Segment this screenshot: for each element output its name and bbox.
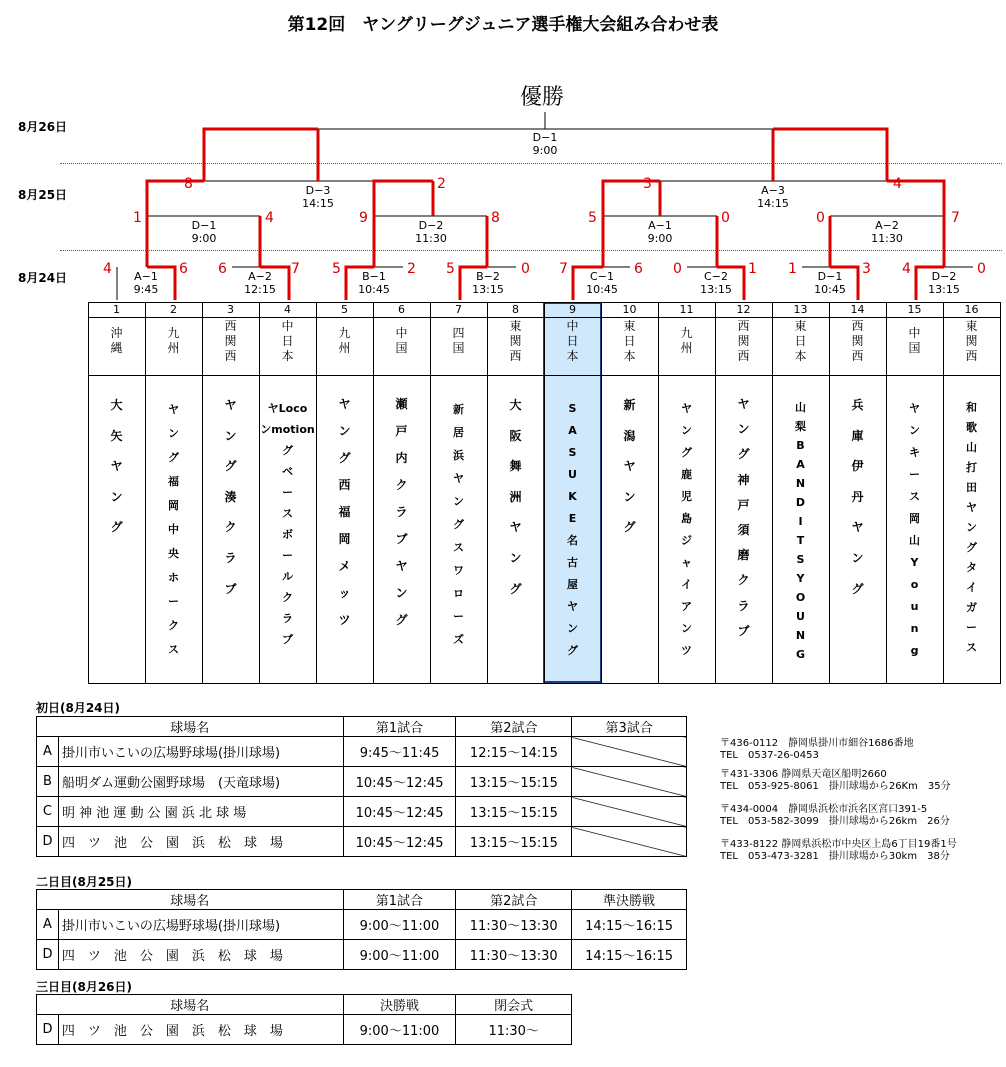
table-header-row [37, 717, 687, 737]
day1-table [36, 716, 687, 857]
team-number: 12 [736, 303, 751, 316]
address-line: 〒436-0112 静岡県掛川市細谷1686番地 [720, 738, 914, 749]
team-number: 6 [398, 303, 405, 316]
game-time: 9:00〜11:00 [343, 1015, 456, 1045]
team-name: ヤ ン グ 鹿 児 島 ジ ャ イ ア ン ツ [681, 402, 692, 657]
team-name: 新 潟 ヤ ン グ [623, 398, 636, 535]
score: 5 [446, 261, 455, 277]
venue-code: C [37, 797, 59, 827]
score: 1 [133, 210, 142, 226]
date-semis: 8月25日 [18, 188, 68, 202]
address-c [720, 804, 950, 828]
match-time: 10:45 [586, 283, 618, 296]
venue-code: B [37, 767, 59, 797]
venue-name: 四 ツ 池 公 園 浜 松 球 場 [58, 1015, 343, 1045]
game-time: 12:15〜14:15 [456, 737, 572, 767]
quarter-match-3 [630, 219, 690, 245]
team-region: 九 州 [680, 326, 693, 355]
col-header: 第3試合 [572, 717, 687, 737]
score: 6 [179, 261, 188, 277]
col-header: 準決勝戦 [572, 890, 687, 910]
team-region: 東 日 本 [623, 319, 636, 363]
score: 2 [437, 176, 446, 192]
score: 7 [291, 261, 300, 277]
match-time: 9:00 [191, 232, 217, 245]
match-time: 10:45 [358, 283, 390, 296]
address-tel: TEL 053-473-3281 掛川球場から30km 38分 [720, 851, 950, 862]
venue-code: D [37, 827, 59, 857]
team-columns [88, 302, 1001, 684]
score: 0 [673, 261, 682, 277]
quarter-match-1 [174, 219, 234, 245]
empty-cell [572, 767, 687, 797]
team-number: 7 [455, 303, 462, 316]
table-row [37, 940, 687, 970]
team-region: 中 国 [908, 326, 921, 355]
match-time: 13:15 [700, 283, 732, 296]
team-name: 大 矢 ヤ ン グ [110, 398, 123, 535]
final-match [515, 131, 575, 157]
quarter-match-4 [857, 219, 917, 245]
game-time: 13:15〜15:15 [456, 797, 572, 827]
score: 4 [265, 210, 274, 226]
bracket-lines [0, 0, 1006, 310]
team-name: S A S U K E 名 古 屋 ヤ ン グ [567, 402, 578, 657]
r1-match-7 [800, 270, 860, 296]
match-time: 11:30 [415, 232, 447, 245]
game-time: 14:15〜16:15 [572, 910, 687, 940]
game-time: 14:15〜16:15 [572, 940, 687, 970]
table-row [37, 737, 687, 767]
address-line: 〒431-3306 静岡県天竜区船明2660 [720, 769, 887, 780]
score: 3 [862, 261, 871, 277]
match-label: D−1 [817, 270, 843, 283]
score: 4 [902, 261, 911, 277]
r1-match-3 [344, 270, 404, 296]
team-number: 5 [341, 303, 348, 316]
match-time: 12:15 [244, 283, 276, 296]
team-region: 東 日 本 [794, 319, 807, 363]
team-name: ヤLoco ンmotion グ ベ ー ス ボ ー ル ク ラ ブ [260, 402, 315, 646]
game-time: 10:45〜12:45 [343, 797, 456, 827]
game-time: 9:00〜11:00 [343, 910, 456, 940]
match-time: 13:15 [472, 283, 504, 296]
venue-code: D [37, 1015, 59, 1045]
quarter-match-2 [401, 219, 461, 245]
address-tel: TEL 053-582-3099 掛川球場から26km 26分 [720, 816, 950, 827]
team-number: 8 [512, 303, 519, 316]
team-region: 九 州 [338, 326, 351, 355]
match-time: 13:15 [928, 283, 960, 296]
match-time: 9:45 [133, 283, 159, 296]
team-name: ヤ ン グ 西 福 岡 メ ッ ツ [338, 397, 351, 627]
venue-code: A [37, 737, 59, 767]
team-name: ヤ ン グ 神 戸 須 磨 ク ラ ブ [737, 397, 750, 638]
address-d [720, 839, 957, 863]
score: 6 [218, 261, 227, 277]
score: 5 [332, 261, 341, 277]
address-b [720, 769, 951, 793]
match-label: A−2 [875, 219, 899, 232]
match-label: D−1 [191, 219, 217, 232]
match-label: B−1 [362, 270, 386, 283]
match-label: A−1 [134, 270, 158, 283]
table-row [37, 910, 687, 940]
team-number: 11 [679, 303, 694, 316]
match-label: D−1 [532, 131, 558, 144]
col-header: 球場名 [37, 717, 344, 737]
address-tel: TEL 053-925-8061 掛川球場から26Km 35分 [720, 781, 951, 792]
team-name: 瀬 戸 内 ク ラ ブ ヤ ン グ [395, 397, 408, 627]
day3-table [36, 994, 572, 1045]
game-time: 13:15〜15:15 [456, 767, 572, 797]
match-label: C−2 [704, 270, 728, 283]
team-number: 10 [622, 303, 637, 316]
match-time: 10:45 [814, 283, 846, 296]
match-time: 11:30 [871, 232, 903, 245]
team-number: 2 [170, 303, 177, 316]
r1-match-4 [458, 270, 518, 296]
game-time: 10:45〜12:45 [343, 827, 456, 857]
team-region: 西 関 西 [737, 319, 750, 363]
team-number: 16 [964, 303, 979, 316]
table-row [37, 1015, 572, 1045]
r1-match-2 [230, 270, 290, 296]
score: 2 [407, 261, 416, 277]
col-header: 第2試合 [456, 717, 572, 737]
team-region: 沖 縄 [110, 326, 123, 355]
team-name: 兵 庫 伊 丹 ヤ ン グ [851, 398, 864, 596]
match-time: 9:00 [532, 144, 558, 157]
team-region: 中 日 本 [281, 319, 294, 363]
venue-name: 四 ツ 池 公 園 浜 松 球 場 [58, 940, 343, 970]
match-label: D−3 [305, 184, 331, 197]
team-number: 1 [113, 303, 120, 316]
r1-match-8 [914, 270, 974, 296]
table-row [37, 797, 687, 827]
team-region: 九 州 [167, 326, 180, 355]
venue-name: 掛川市いこいの広場野球場(掛川球場) [58, 737, 343, 767]
team-region: 東 関 西 [965, 319, 978, 363]
score: 5 [588, 210, 597, 226]
table-row [37, 827, 687, 857]
date-first-round: 8月24日 [18, 271, 68, 285]
match-label: C−1 [590, 270, 614, 283]
score: 1 [748, 261, 757, 277]
team-number: 9 [569, 303, 576, 316]
team-region: 中 日 本 [566, 319, 579, 363]
team-number: 15 [907, 303, 922, 316]
team-region: 東 関 西 [509, 319, 522, 363]
venue-code: D [37, 940, 59, 970]
semi-match-2 [743, 184, 803, 210]
table-row [37, 767, 687, 797]
page-title: 第12回 ヤングリーグジュニア選手権大会組み合わせ表 [287, 15, 719, 35]
col-header: 球場名 [37, 890, 344, 910]
col-header: 第1試合 [343, 890, 456, 910]
team-name: 和 歌 山 打 田 ヤ ン グ タ イ ガ ー ス [966, 401, 977, 654]
r1-match-1 [116, 270, 176, 296]
score: 4 [893, 176, 902, 192]
team-number: 4 [284, 303, 291, 316]
game-time: 11:30〜13:30 [456, 910, 572, 940]
score: 0 [521, 261, 530, 277]
score: 7 [559, 261, 568, 277]
col-header: 閉会式 [456, 995, 572, 1015]
game-time: 13:15〜15:15 [456, 827, 572, 857]
score: 8 [491, 210, 500, 226]
team-region: 四 国 [452, 326, 465, 355]
score: 0 [977, 261, 986, 277]
team-name: ヤ ン キ ー ス 岡 山 Y o u n g [909, 402, 920, 657]
team-number: 14 [850, 303, 865, 316]
game-time: 11:30〜13:30 [456, 940, 572, 970]
address-line: 〒433-8122 静岡県浜松市中央区上島6丁目19番1号 [720, 839, 957, 850]
address-a [720, 738, 914, 762]
day2-header: 二日目(8月25日) [36, 875, 133, 889]
match-label: D−2 [931, 270, 957, 283]
venue-name: 船明ダム運動公園野球場 (天竜球場) [58, 767, 343, 797]
team-name: ヤ ン グ 福 岡 中 央 ホ ー ク ス [168, 403, 179, 656]
empty-cell [572, 827, 687, 857]
r1-match-5 [572, 270, 632, 296]
venue-code: A [37, 910, 59, 940]
team-name: 大 阪 舞 洲 ヤ ン グ [509, 398, 522, 596]
match-label: B−2 [476, 270, 500, 283]
score: 1 [788, 261, 797, 277]
day2-table [36, 889, 687, 970]
empty-cell [572, 737, 687, 767]
col-header: 決勝戦 [343, 995, 456, 1015]
date-final: 8月26日 [18, 120, 68, 134]
score: 0 [816, 210, 825, 226]
score: 6 [634, 261, 643, 277]
score: 4 [103, 261, 112, 277]
team-region: 中 国 [395, 326, 408, 355]
team-name: 新 居 浜 ヤ ン グ ス ワ ロ ー ズ [453, 403, 464, 646]
champion-label: 優勝 [520, 85, 565, 110]
match-label: A−3 [761, 184, 785, 197]
address-tel: TEL 0537-26-0453 [720, 750, 819, 761]
team-name: 山 梨 B A N D I T S Y O U N G [795, 401, 806, 661]
day3-header: 三日目(8月26日) [36, 980, 133, 994]
address-line: 〒434-0004 静岡県浜松市浜名区宮口391-5 [720, 804, 928, 815]
col-header: 球場名 [37, 995, 344, 1015]
venue-name: 四 ツ 池 公 園 浜 松 球 場 [58, 827, 343, 857]
venue-name: 掛川市いこいの広場野球場(掛川球場) [58, 910, 343, 940]
day1-header: 初日(8月24日) [36, 701, 121, 715]
match-label: D−2 [418, 219, 444, 232]
r1-match-6 [686, 270, 746, 296]
team-region: 西 関 西 [851, 319, 864, 363]
col-header: 第1試合 [343, 717, 456, 737]
game-time: 9:00〜11:00 [343, 940, 456, 970]
team-number: 13 [793, 303, 808, 316]
score: 8 [184, 176, 193, 192]
semi-match-1 [288, 184, 348, 210]
team-number: 3 [227, 303, 234, 316]
match-time: 14:15 [302, 197, 334, 210]
venue-name: 明 神 池 運 動 公 園 浜 北 球 場 [58, 797, 343, 827]
game-time: 10:45〜12:45 [343, 767, 456, 797]
col-header: 第2試合 [456, 890, 572, 910]
empty-cell [572, 797, 687, 827]
score: 9 [359, 210, 368, 226]
match-label: A−1 [648, 219, 672, 232]
match-label: A−2 [248, 270, 272, 283]
match-time: 14:15 [757, 197, 789, 210]
table-header-row [37, 995, 572, 1015]
game-time: 11:30〜 [456, 1015, 572, 1045]
match-time: 9:00 [647, 232, 673, 245]
score: 7 [951, 210, 960, 226]
score: 0 [721, 210, 730, 226]
team-name: ヤ ン グ 湊 ク ラ ブ [224, 398, 237, 596]
table-header-row [37, 890, 687, 910]
team-region: 西 関 西 [224, 319, 237, 363]
score: 3 [643, 176, 652, 192]
game-time: 9:45〜11:45 [343, 737, 456, 767]
